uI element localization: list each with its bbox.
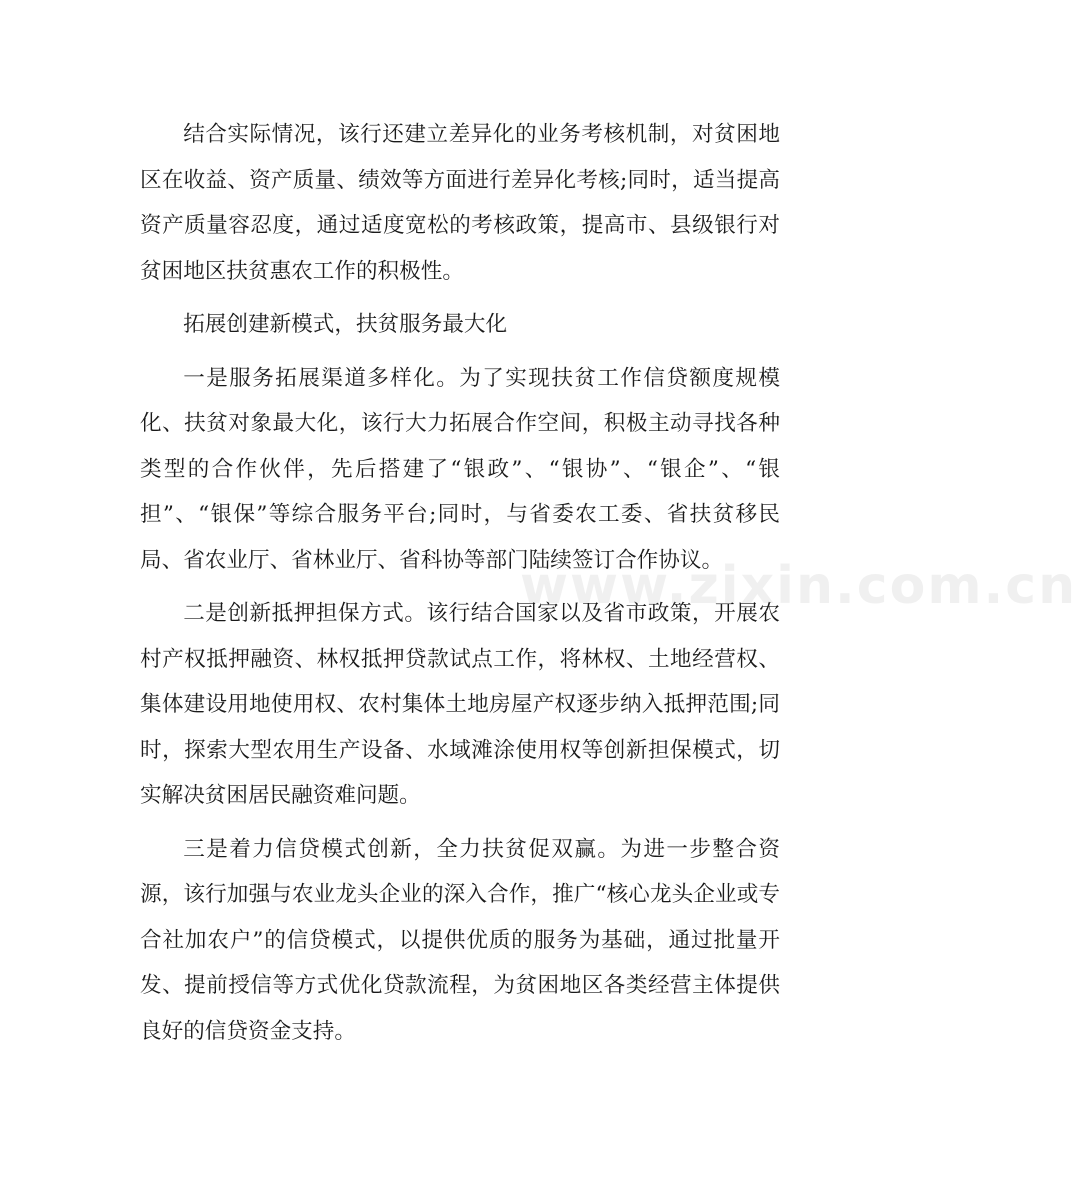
paragraph-2-heading: 拓展创建新模式，扶贫服务最大化 bbox=[183, 312, 508, 337]
document-body bbox=[140, 112, 780, 1054]
watermark: www.zixin.com.cn bbox=[520, 556, 1077, 616]
paragraph-3: 一是服务拓展渠道多样化。为了实现扶贫工作信贷额度规模化、扶贫对象最大化，该行大力拓展合作空间，积极主动寻找各种类型的合作伙伴，先后搭建了“银政”、“银协”、“银企”、“银担”、“银保”等综合服务平台;同时，与省委农工委、省扶贫移民局、省农业厅、省林业厅、省科协等部门陆续签订合作协议。 bbox=[140, 365, 780, 573]
paragraph-1: 结合实际情况，该行还建立差异化的业务考核机制，对贫困地区在收益、资产质量、绩效等方面进行差异化考核;同时，适当提高资产质量容忍度，通过适度宽松的考核政策，提高市、县级银行对贫困地区扶贫惠农工作的积极性。 bbox=[140, 122, 780, 284]
paragraph-5: 三是着力信贷模式创新，全力扶贫促双赢。为进一步整合资源，该行加强与农业龙头企业的深入合作，推广“核心龙头企业或专合社加农户”的信贷模式，以提供优质的服务为基础，通过批量开发、提前授信等方式优化贷款流程，为贫困地区各类经营主体提供良好的信贷资金支持。 bbox=[140, 836, 780, 1044]
paragraph-4: 二是创新抵押担保方式。该行结合国家以及省市政策，开展农村产权抵押融资、林权抵押贷款试点工作，将林权、土地经营权、集体建设用地使用权、农村集体土地房屋产权逐步纳入抵押范围;同时，探索大型农用生产设备、水域滩涂使用权等创新担保模式，切实解决贫困居民融资难问题。 bbox=[140, 601, 780, 808]
